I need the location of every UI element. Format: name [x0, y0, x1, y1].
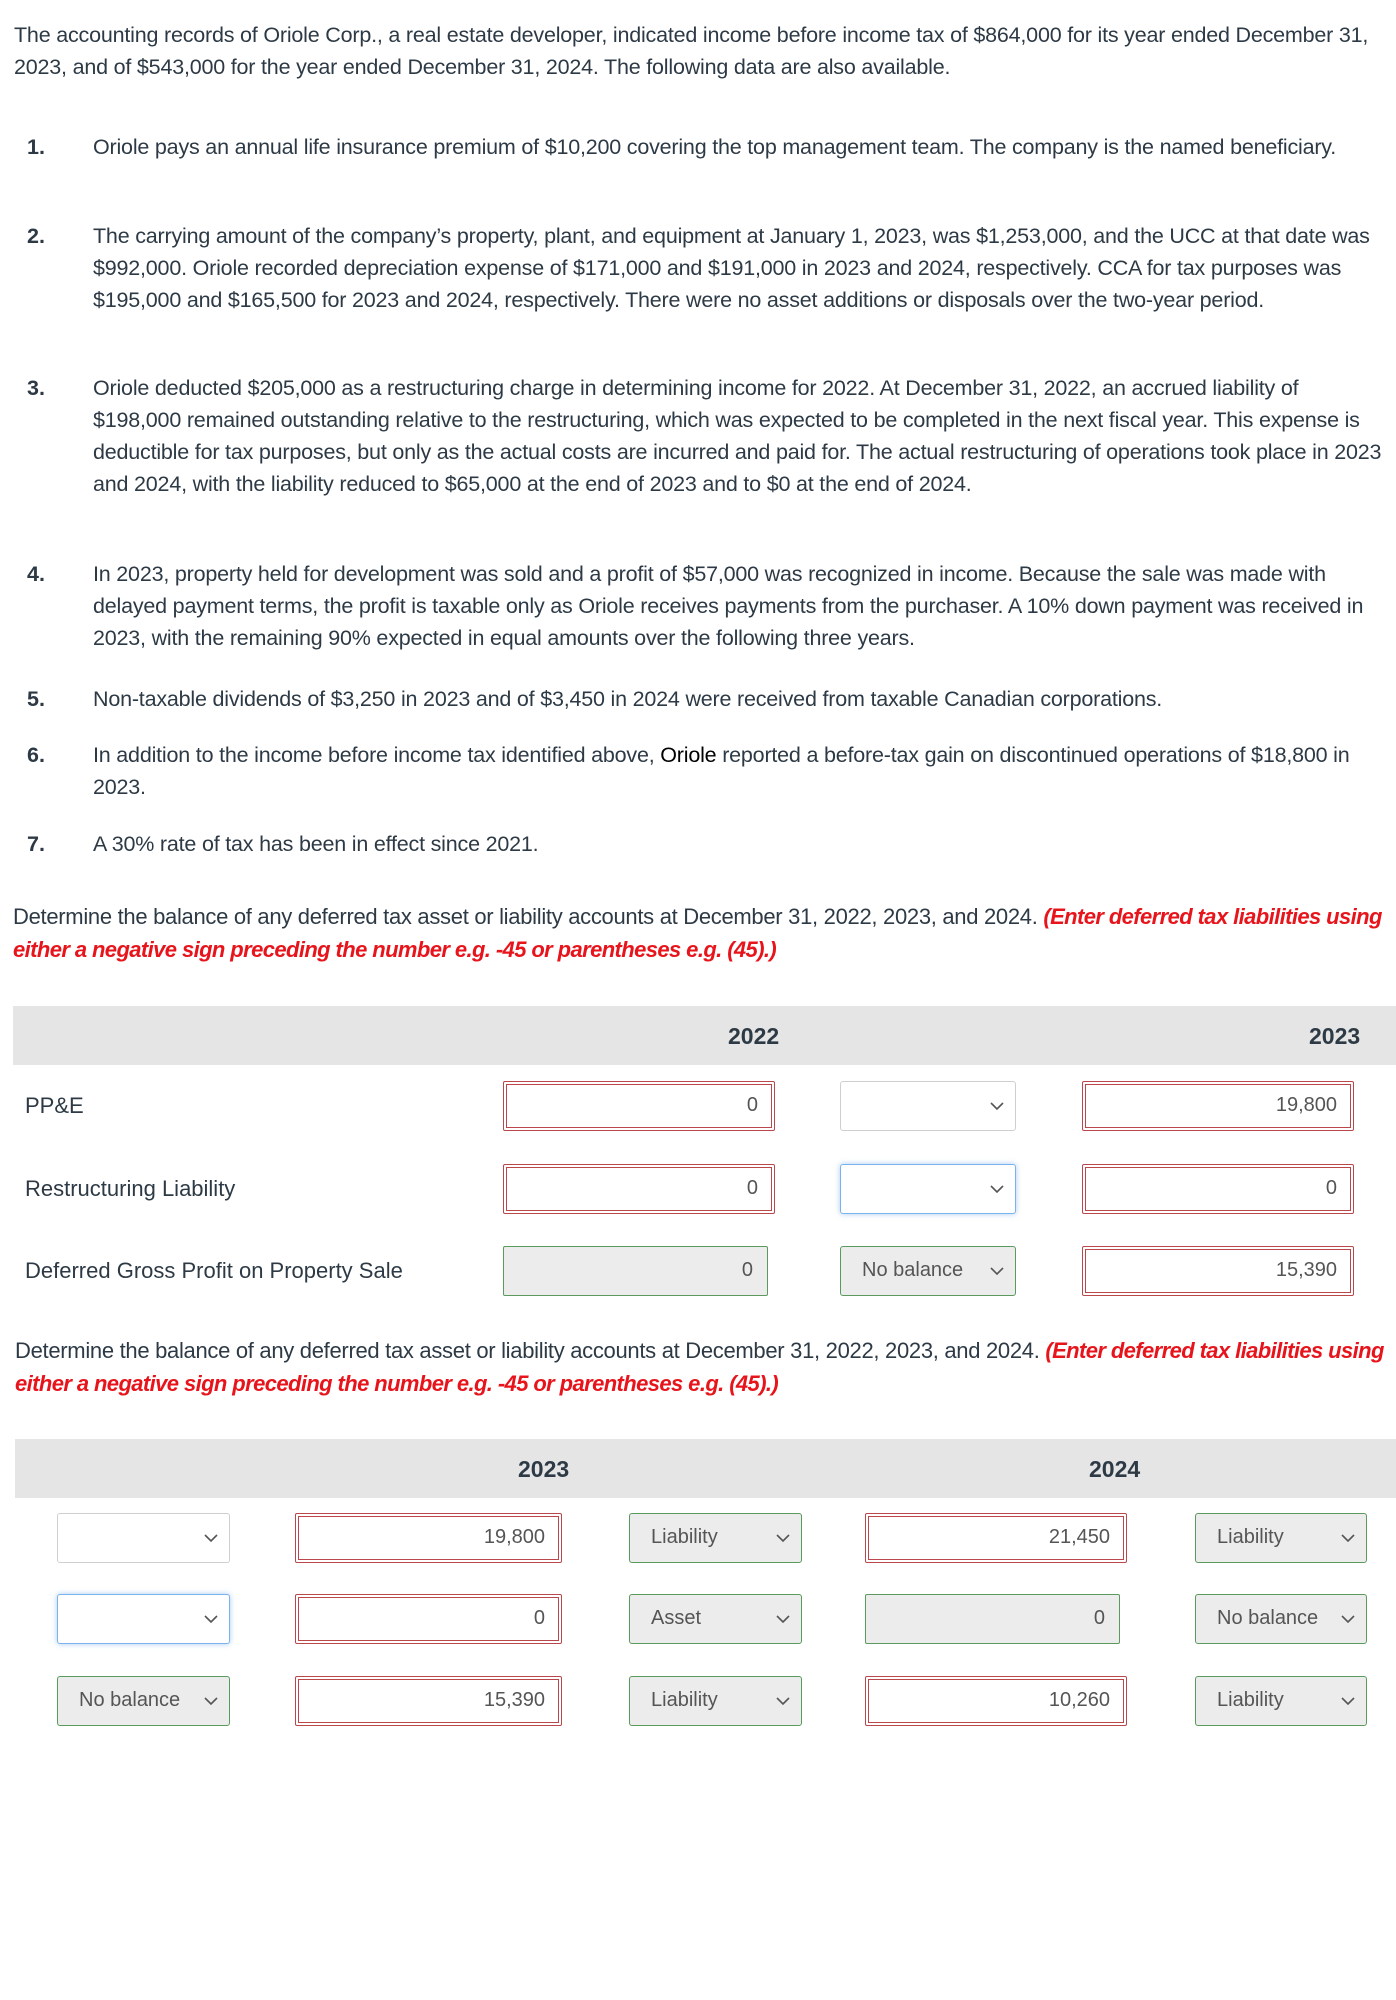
item-text: The carrying amount of the company’s property, plant, and equipment at January 1, 2023, was $1,253,000, and the UCC at that date was $992,000. Oriole recorded depreciation expense of $171,000 and $191,000 in 2023 and 2024, respectively. CCA for tax purposes was $195,000 and $165,500 for 2023 and 2024, respectively. There were no asset additions or disposals over the two-year period.: [93, 224, 1370, 312]
ppe-2022-amount-input[interactable]: [503, 1081, 775, 1131]
instruction-text-repeat: [15, 1334, 1390, 1400]
chevron-down-icon: [989, 1263, 1005, 1279]
select-value: Liability: [651, 1526, 718, 1548]
chevron-down-icon: [203, 1530, 219, 1546]
item-text-part: In addition to the income before income tax identified above,: [93, 743, 661, 767]
input-value[interactable]: 0: [506, 1167, 772, 1211]
input-value[interactable]: 10,260: [868, 1679, 1124, 1723]
problem-intro: The accounting records of Oriole Corp., a real estate developer, indicated income before income tax of $864,000 for its year ended December 31, 2023, and of $543,000 for the year ended December 31, 2024. The following data are also available.: [14, 23, 1369, 79]
chevron-down-icon: [1340, 1530, 1356, 1546]
restructuring-2024-type-select[interactable]: [1195, 1594, 1367, 1644]
ppe-2023-amount-input-cont[interactable]: [295, 1513, 562, 1563]
select-value: Liability: [1217, 1526, 1284, 1548]
instruction-note: (Enter deferred tax liabilities using either a negative sign preceding the number e.g. -45 or parentheses e.g. (45).): [13, 904, 1382, 962]
table2-header: [15, 1439, 1396, 1498]
item-number: 7.: [27, 832, 45, 856]
restructuring-2022-amount-input[interactable]: [503, 1164, 775, 1214]
input-value[interactable]: 19,800: [1085, 1084, 1351, 1128]
restructuring-2023-amount-input-cont[interactable]: [295, 1594, 562, 1644]
ppe-2023-amount-input[interactable]: [1082, 1081, 1354, 1131]
select-value: Liability: [651, 1689, 718, 1711]
item-number: 5.: [27, 687, 45, 711]
input-value[interactable]: 15,390: [298, 1679, 559, 1723]
restructuring-2023-type-select[interactable]: [629, 1594, 802, 1644]
row-label-deferred-gross-profit: Deferred Gross Profit on Property Sale: [25, 1258, 403, 1283]
select-value: No balance: [1217, 1607, 1319, 1629]
item-text: Non-taxable dividends of $3,250 in 2023 and of $3,450 in 2024 were received from taxable Canadian corporations.: [93, 687, 1163, 711]
row-label-ppe: PP&E: [25, 1093, 84, 1118]
chevron-down-icon: [989, 1098, 1005, 1114]
input-value[interactable]: 0: [1093, 1607, 1105, 1629]
chevron-down-icon: [1340, 1611, 1356, 1627]
table1-header: [13, 1006, 1396, 1065]
chevron-down-icon: [775, 1530, 791, 1546]
input-value[interactable]: 19,800: [298, 1516, 559, 1560]
input-value[interactable]: 15,390: [1085, 1249, 1351, 1293]
deferred-profit-2023-amount-input[interactable]: [1082, 1246, 1354, 1296]
item-text-part: reported a before-tax gain on discontinued operations of $18,800 in 2023.: [93, 743, 1350, 799]
chevron-down-icon: [203, 1693, 219, 1709]
column-header-2024: 2024: [1089, 1456, 1141, 1482]
chevron-down-icon: [203, 1611, 219, 1627]
chevron-down-icon: [989, 1181, 1005, 1197]
item-number: 1.: [27, 135, 45, 159]
input-value[interactable]: 0: [506, 1084, 772, 1128]
ppe-2023-type-select[interactable]: [629, 1513, 802, 1563]
instruction-note: (Enter deferred tax liabilities using either a negative sign preceding the number e.g. -45 or parentheses e.g. (45).): [15, 1338, 1384, 1396]
deferred-profit-2022-amount-input[interactable]: [503, 1246, 768, 1296]
chevron-down-icon: [775, 1611, 791, 1627]
deferred-profit-2024-type-select[interactable]: [1195, 1676, 1367, 1726]
instruction-text: [13, 900, 1388, 966]
select-value: No balance: [79, 1689, 181, 1711]
chevron-down-icon: [775, 1693, 791, 1709]
restructuring-2022-type-select-cont[interactable]: [57, 1594, 230, 1644]
input-value[interactable]: 0: [741, 1259, 753, 1281]
item-number: 2.: [27, 224, 45, 248]
company-name: Oriole: [660, 743, 717, 767]
ppe-2024-type-select[interactable]: [1195, 1513, 1367, 1563]
item-text: In 2023, property held for development was sold and a profit of $57,000 was recognized in income. Because the sale was made with delayed payment terms, the profit is taxable only as Oriole receives payments from the purchaser. A 10% down payment was received in 2023, with the remaining 90% expected in equal amounts over the following three years.: [93, 562, 1364, 650]
select-value: Asset: [651, 1607, 702, 1629]
deferred-profit-2023-type-select[interactable]: [629, 1676, 802, 1726]
item-number: 3.: [27, 376, 45, 400]
input-value[interactable]: 21,450: [868, 1516, 1124, 1560]
item-text: Oriole deducted $205,000 as a restructuring charge in determining income for 2022. At December 31, 2022, an accrued liability of $198,000 remained outstanding relative to the restructuring, which was expected to be completed in the next fiscal year. This expense is deductible for tax purposes, but only as the actual costs are incurred and paid for. The actual restructuring of operations took place in 2023 and 2024, with the liability reduced to $65,000 at the end of 2023 and to $0 at the end of 2024.: [93, 376, 1382, 496]
input-value[interactable]: 0: [298, 1597, 559, 1641]
ppe-2022-type-select-cont[interactable]: [57, 1513, 230, 1563]
restructuring-2024-amount-input[interactable]: [865, 1594, 1120, 1644]
item-number: 4.: [27, 562, 45, 586]
instruction-main: Determine the balance of any deferred tax asset or liability accounts at December 31, 2022, 2023, and 2024.: [15, 1338, 1046, 1363]
item-text: Oriole pays an annual life insurance premium of $10,200 covering the top management team. The company is the named beneficiary.: [93, 135, 1337, 159]
item-text: A 30% rate of tax has been in effect since 2021.: [93, 832, 539, 856]
column-header-2022: 2022: [728, 1023, 780, 1049]
item-number: 6.: [27, 743, 45, 767]
input-value[interactable]: 0: [1085, 1167, 1351, 1211]
item-text: [93, 739, 1383, 803]
restructuring-2022-type-select[interactable]: [840, 1164, 1016, 1214]
ppe-2024-amount-input[interactable]: [865, 1513, 1127, 1563]
ppe-2022-type-select[interactable]: [840, 1081, 1016, 1131]
deferred-profit-2023-amount-input-cont[interactable]: [295, 1676, 562, 1726]
column-header-2023: 2023: [1309, 1023, 1361, 1049]
deferred-profit-2024-amount-input[interactable]: [865, 1676, 1127, 1726]
select-value: Liability: [1217, 1689, 1284, 1711]
restructuring-2023-amount-input[interactable]: [1082, 1164, 1354, 1214]
column-header-2023: 2023: [518, 1456, 570, 1482]
deferred-profit-2022-type-select[interactable]: [840, 1246, 1016, 1296]
row-label-restructuring: Restructuring Liability: [25, 1176, 236, 1201]
deferred-profit-2022-type-select-cont[interactable]: [57, 1676, 230, 1726]
select-value: No balance: [862, 1259, 964, 1281]
chevron-down-icon: [1340, 1693, 1356, 1709]
instruction-main: Determine the balance of any deferred tax asset or liability accounts at December 31, 2022, 2023, and 2024.: [13, 904, 1044, 929]
